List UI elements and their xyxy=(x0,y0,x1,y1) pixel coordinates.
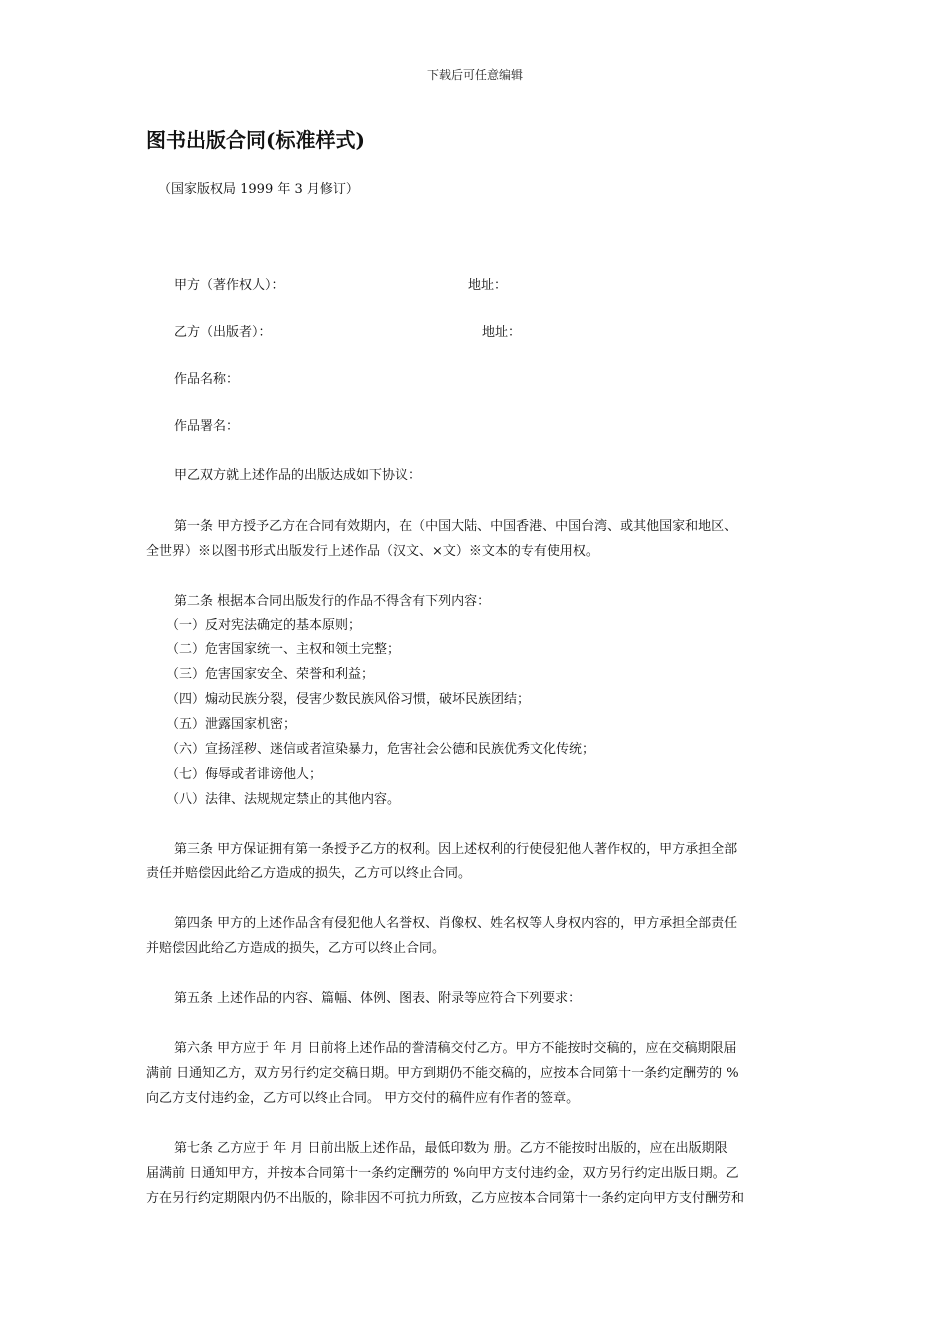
party-a-address: 地址： xyxy=(468,278,508,293)
article-7-line-3: 方在另行约定期限内仍不出版的，除非因不可抗力所致，乙方应按本合同第十一条约定向甲方支付酬劳和 xyxy=(146,1191,745,1206)
article-2-item: （六）宣扬淫秽、迷信或者渲染暴力，危害社会公德和民族优秀文化传统； xyxy=(166,742,596,757)
article-7-line-2: 届满前 日通知甲方，并按本合同第十一条约定酬劳的 %向甲方支付违约金，双方另行约定出版日期。乙 xyxy=(146,1166,739,1181)
article-7-line-1: 第七条 乙方应于 年 月 日前出版上述作品，最低印数为 册。乙方不能按时出版的，应在出版期限 xyxy=(174,1141,728,1156)
article-6-line-1: 第六条 甲方应于 年 月 日前将上述作品的誊清稿交付乙方。甲方不能按时交稿的，应在交稿期限届 xyxy=(174,1041,737,1056)
article-2-item: （一）反对宪法确定的基本原则； xyxy=(166,618,362,633)
article-4-line-1: 第四条 甲方的上述作品含有侵犯他人名誉权、肖像权、姓名权等人身权内容的，甲方承担全部责任 xyxy=(174,916,738,931)
party-a-label: 甲方（著作权人）： xyxy=(174,278,285,293)
article-2-item: （四）煽动民族分裂，侵害少数民族风俗习惯，破坏民族团结； xyxy=(166,692,531,707)
article-3-line-1: 第三条 甲方保证拥有第一条授予乙方的权利。因上述权利的行使侵犯他人著作权的，甲方承担全部 xyxy=(174,842,738,857)
article-5-line-1: 第五条 上述作品的内容、篇幅、体例、图表、附录等应符合下列要求： xyxy=(174,991,582,1006)
article-1-line-2: 全世界）※以图书形式出版发行上述作品（汉文、×文）※文本的专有使用权。 xyxy=(146,544,599,559)
document-title: 图书出版合同(标准样式) xyxy=(146,128,365,152)
article-4-line-2: 并赔偿因此给乙方造成的损失，乙方可以终止合同。 xyxy=(146,941,446,956)
article-3-line-2: 责任并赔偿因此给乙方造成的损失，乙方可以终止合同。 xyxy=(146,866,472,881)
article-2-item: （五）泄露国家机密； xyxy=(166,717,297,732)
work-author-label: 作品署名： xyxy=(174,419,240,434)
article-6-line-2: 满前 日通知乙方，双方另行约定交稿日期。甲方到期仍不能交稿的，应按本合同第十一条约定酬劳的 % xyxy=(146,1066,739,1081)
header-note: 下载后可任意编辑 xyxy=(426,68,523,82)
work-title-label: 作品名称： xyxy=(174,372,240,387)
article-6-line-3: 向乙方支付违约金，乙方可以终止合同。 甲方交付的稿件应有作者的签章。 xyxy=(146,1091,580,1106)
article-1-line-1: 第一条 甲方授予乙方在合同有效期内，在（中国大陆、中国香港、中国台湾、或其他国家和地区、 xyxy=(174,519,738,534)
party-b-address: 地址： xyxy=(482,325,522,340)
article-2-line-1: 第二条 根据本合同出版发行的作品不得含有下列内容： xyxy=(174,594,491,609)
party-b-label: 乙方（出版者）： xyxy=(174,325,272,340)
article-2-item: （三）危害国家安全、荣誉和利益； xyxy=(166,667,375,682)
article-2-item: （七）侮辱或者诽谤他人； xyxy=(166,767,323,782)
article-2-item: （二）危害国家统一、主权和领土完整； xyxy=(166,642,401,657)
intro-paragraph: 甲乙双方就上述作品的出版达成如下协议： xyxy=(174,468,422,483)
article-2-item: （八）法律、法规规定禁止的其他内容。 xyxy=(166,792,401,807)
document-subtitle: （国家版权局 1999 年 3 月修订） xyxy=(158,182,359,197)
